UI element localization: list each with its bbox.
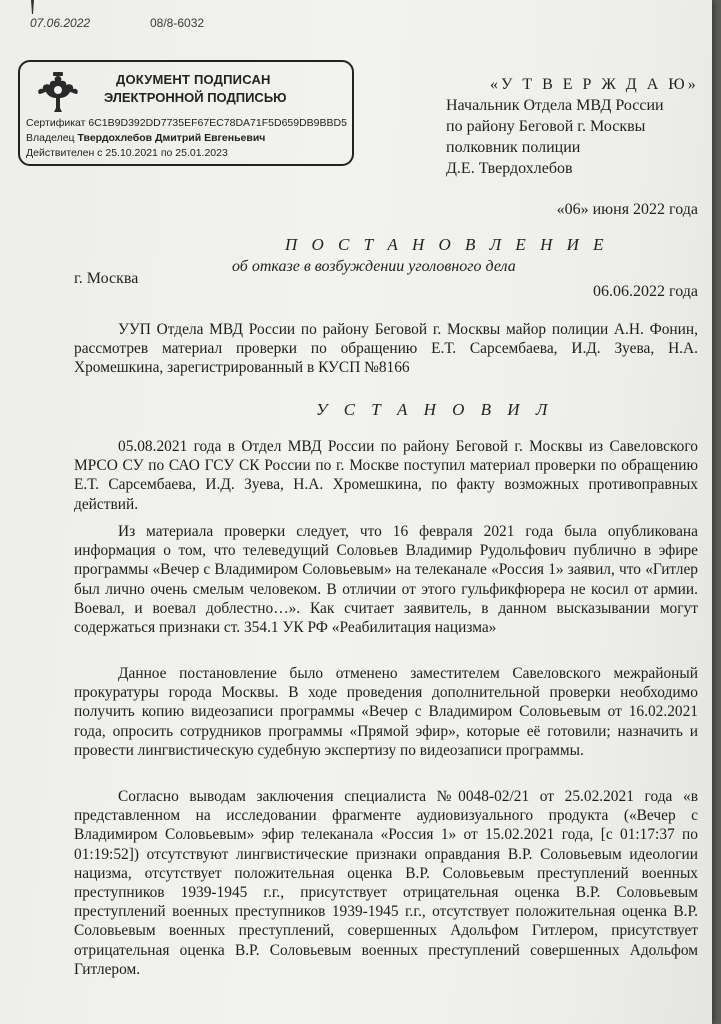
esign-cert-label: Сертификат bbox=[26, 117, 86, 129]
document-title: П О С Т А Н О В Л Е Н И Е bbox=[285, 235, 609, 254]
document-date: 06.06.2022 года bbox=[593, 283, 698, 300]
approval-title: «У Т В Е Р Ж Д А Ю» bbox=[490, 76, 699, 93]
approval-line-4: Д.Е. Твердохлебов bbox=[446, 160, 573, 177]
intro-paragraph: УУП Отдела МВД России по району Беговой г. Москвы майор полиции А.Н. Фонин, рассмотрев материал проверки по обращению Е.Т. Сарсембаева, И.Д. Зуева, Н.А. Хромешкина, зарегистрированный в КУСП №8166 bbox=[74, 321, 698, 377]
approval-line-3: полковник полиции bbox=[446, 139, 581, 156]
approval-block bbox=[446, 74, 699, 179]
approval-line-2: по району Беговой г. Москвы bbox=[446, 118, 646, 135]
paragraph-1: 05.08.2021 года в Отдел МВД России по району Беговой г. Москвы из Савеловского МРСО СУ по САО ГСУ СК России по г. Москве поступил материал проверки по обращению Е.Т. Сарсембаева, И.Д. Зуева, Н.А. Хромешкина, по факту возможных противоправных действий. bbox=[74, 438, 698, 513]
esign-line2: ЭЛЕКТРОННОЙ ПОДПИСЬЮ bbox=[104, 90, 287, 105]
approval-line-1: Начальник Отдела МВД России bbox=[446, 97, 664, 114]
document-city: г. Москва bbox=[74, 270, 139, 287]
established-heading: У С Т А Н О В И Л bbox=[316, 400, 554, 419]
paragraph-2: Из материала проверки следует, что 16 февраля 2021 года была опубликована информация о том, что телеведущий Соловьев Владимир Рудольфович публично в эфире программы «Вечер с Владимиром Соловьевым» на телеканале «Россия 1» заявил, что «Гитлер был лично очень смелым человеком. В отличии от этого гульфикфюрера не косил от армии. Воевал, и воевал доблестно…». Как считает заявитель, в данном высказывании могут содержаться признаки ст. 354.1 УК РФ «Реабилитация нацизма» bbox=[74, 523, 698, 637]
esign-line1: ДОКУМЕНТ ПОДПИСАН bbox=[116, 72, 271, 87]
esign-cert-value: 6C1B9D392DD7735EF67EC78DA71F5D659DB9BBD5 bbox=[88, 117, 347, 129]
approval-date: «06» июня 2022 года bbox=[556, 201, 698, 218]
paragraph-4: Согласно выводам заключения специалиста №0048-02/21 от 25.02.2021 года «в представленном на исследовании фрагменте аудиовизуального продукта («Вечер с Владимиром Соловьевым» эфир телеканала «Россия 1» от 15.02.2021 года, [с 01:17:37 по 01:19:52]) отсутствуют лингвистические признаки оправдания В.Р. Соловьевым идеологии нацизма, отсутствует положительная оценка В.Р. Соловьевым преступлений военных преступников 1939-1945 г.г., присутствует отрицательная оценка В.Р. Соловьевым преступлений военных преступников 1939-1945 г.г., отсутствует положительная оценка В.Р. Соловьевым военных преступлений, совершенных Адольфом Гитлером, присутствует отрицательная оценка В.Р. Соловьевым военных преступлений совершенных Адольфом Гитлером. bbox=[74, 788, 698, 978]
esign-certificate-row bbox=[26, 117, 347, 129]
outgoing-date: 07.06.2022 bbox=[30, 16, 91, 30]
esign-validity: Действителен с 25.10.2021 по 25.01.2023 bbox=[26, 147, 228, 159]
cursor-mark-icon bbox=[28, 0, 38, 14]
paragraph-3: Данное постановление было отменено заместителем Савеловского межрайоный прокуратуры города Москвы. В ходе проведения дополнительной проверки необходимо получить копию видеозаписи программы «Вечер с Владимиром Соловьевым от 16.02.2021 года, опросить сотрудников программы «Прямой эфир», которые её готовили; назначить и провести лингвистическую судебную экспертизу по видеозаписи программы. bbox=[74, 665, 698, 759]
esign-owner-value: Твердохлебов Дмитрий Евгеньевич bbox=[77, 132, 266, 144]
electronic-signature-stamp bbox=[18, 60, 354, 166]
eagle-emblem-icon bbox=[34, 70, 82, 114]
esign-owner-label: Владелец bbox=[26, 132, 75, 144]
esign-owner-row bbox=[26, 132, 265, 144]
document-subtitle: об отказе в возбуждении уголовного дела bbox=[232, 258, 516, 275]
outgoing-number: 08/8-6032 bbox=[150, 16, 205, 30]
